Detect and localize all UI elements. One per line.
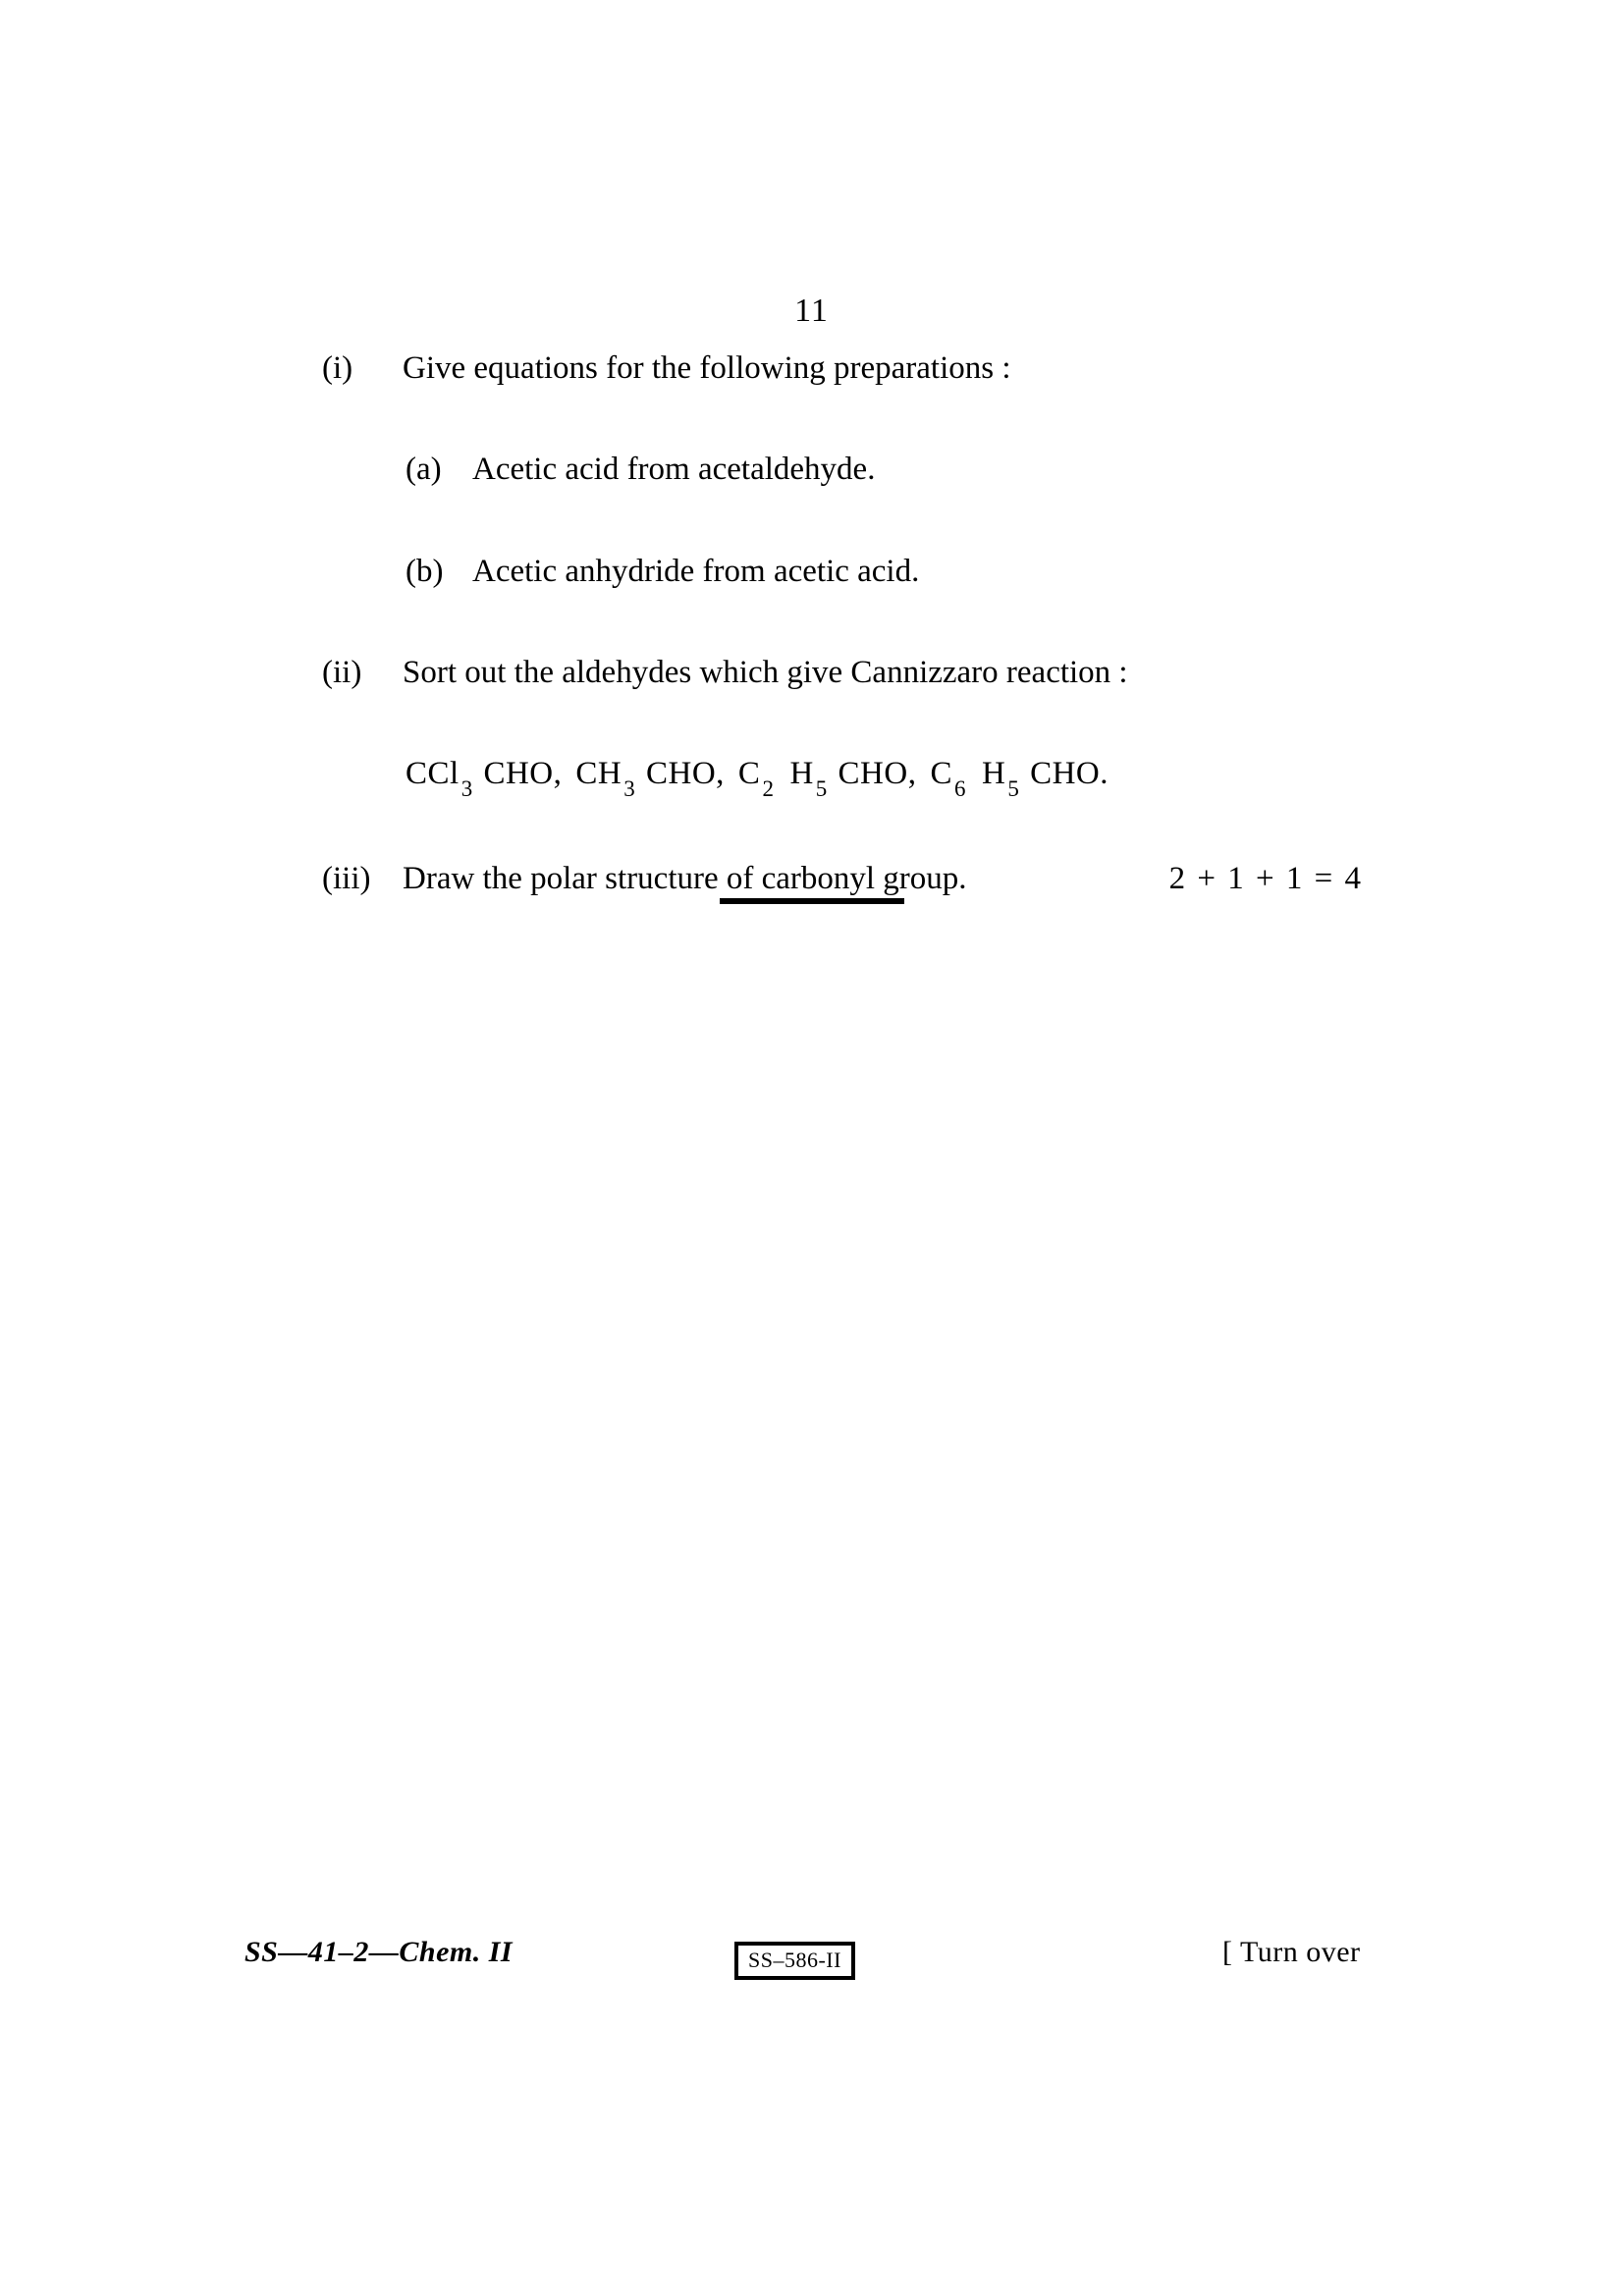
formula-base: C — [930, 756, 952, 791]
question-item-a — [322, 450, 1363, 490]
formula-subscript: 2 — [762, 775, 775, 801]
question-marker-i: (i) — [322, 350, 353, 386]
formula-tail: CHO, — [474, 756, 563, 791]
footer-paper-code: SS—41–2—Chem. II — [244, 1936, 514, 1968]
question-text-b: Acetic anhydride from acetic acid. — [472, 553, 920, 589]
footer-serial-code-box: SS–586-II — [734, 1942, 855, 1980]
question-content — [322, 348, 1363, 900]
question-text-ii: Sort out the aldehydes which give Cannizzaro reaction : — [403, 654, 1128, 690]
question-marker-a: (a) — [406, 452, 442, 488]
formula-subscript: 5 — [1007, 775, 1020, 801]
question-text-i: Give equations for the following preparations : — [403, 350, 1011, 386]
footer-turn-over-note: [ Turn over — [1222, 1936, 1361, 1968]
formula-subscript: 5 — [815, 775, 828, 801]
question-item-iii — [322, 859, 1363, 899]
formula-subscript: 3 — [623, 775, 636, 801]
section-divider-rule — [720, 898, 904, 904]
formula-base: CH — [575, 756, 622, 791]
chemical-formula — [406, 754, 1109, 801]
formula-base: H — [789, 756, 814, 791]
section-divider — [0, 898, 1623, 904]
formula-base: H — [981, 756, 1006, 791]
question-text-iii: Draw the polar structure of carbonyl group. — [403, 861, 967, 897]
formula-tail: CHO, — [829, 756, 917, 791]
page-footer — [0, 1936, 1623, 1995]
formula-subscript: 6 — [953, 775, 966, 801]
question-marker-b: (b) — [406, 553, 444, 589]
question-item-ii — [322, 653, 1363, 693]
question-text-a: Acetic acid from acetaldehyde. — [472, 452, 876, 488]
formula-base: CCl — [406, 756, 460, 791]
formula-tail: CHO, — [637, 756, 725, 791]
question-item-b — [322, 552, 1363, 592]
question-marker-iii: (iii) — [322, 861, 371, 897]
page-number: 11 — [794, 293, 829, 329]
chemical-formula-row — [322, 754, 1363, 801]
question-item-i — [322, 348, 1363, 389]
question-marker-ii: (ii) — [322, 654, 362, 690]
formula-subscript: 3 — [460, 775, 473, 801]
question-marks-iii: 2 + 1 + 1 = 4 — [1168, 861, 1363, 897]
formula-base: C — [737, 756, 761, 791]
formula-tail: CHO. — [1021, 756, 1109, 791]
